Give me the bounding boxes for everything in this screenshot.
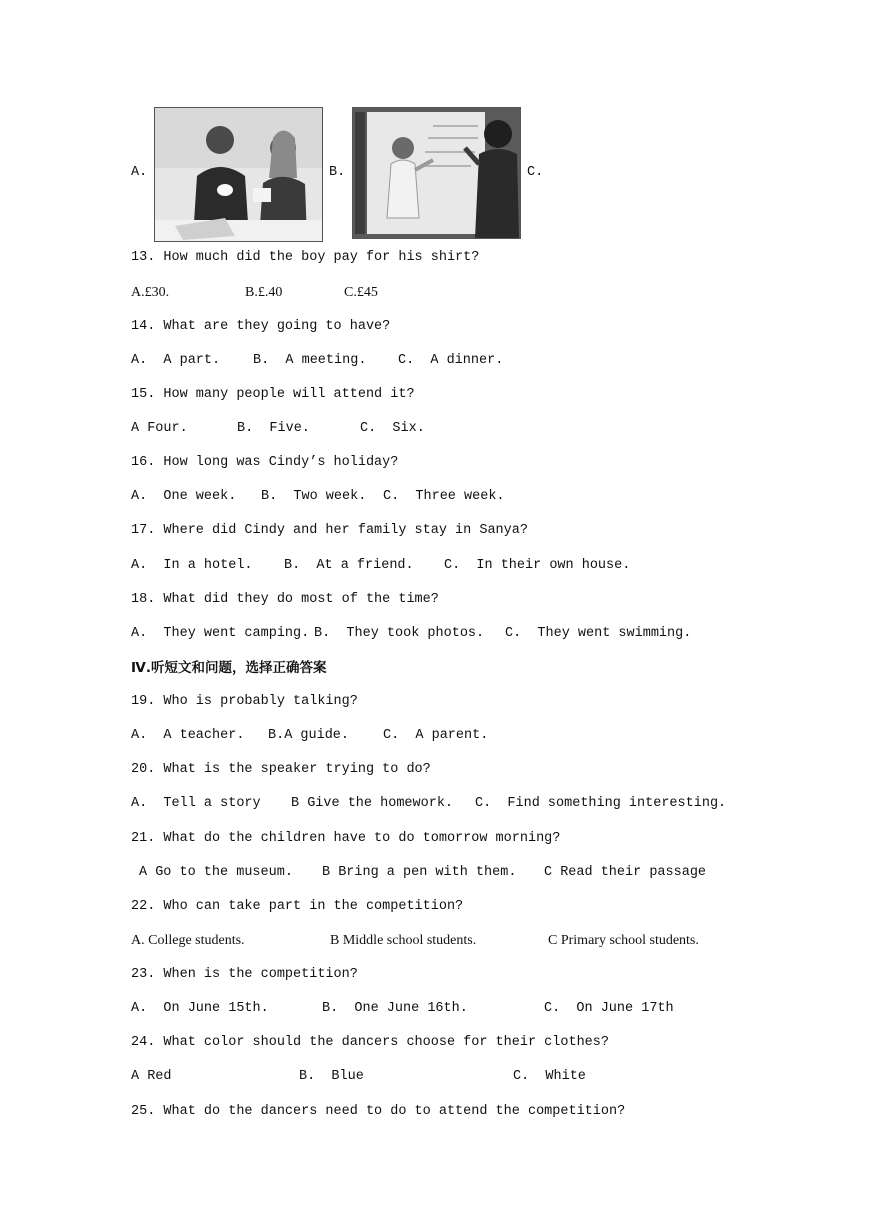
q14-option-c[interactable]: C. A dinner. [398,353,504,368]
q19-option-b[interactable]: B.A guide. [268,728,350,743]
q21-option-b[interactable]: B Bring a pen with them. [322,865,517,880]
q14-option-a[interactable]: A. A part. [131,353,221,368]
photo-two-people-coffee-icon [154,107,323,242]
q19-option-c[interactable]: C. A parent. [383,728,489,743]
q18-option-b[interactable]: B. They took photos. [314,626,485,641]
q14-option-b[interactable]: B. A meeting. [253,353,367,368]
question-18: 18. What did they do most of the time? [131,592,439,607]
q15-option-c[interactable]: C. Six. [360,421,425,436]
photo-two-people-whiteboard-icon [352,107,521,239]
q20-option-b[interactable]: B Give the homework. [291,796,454,811]
q20-option-a[interactable]: A. Tell a story [131,796,261,811]
question-19: 19. Who is probably talking? [131,694,358,709]
q24-option-b[interactable]: B. Blue [299,1069,364,1084]
q23-option-a[interactable]: A. On June 15th. [131,1001,269,1016]
q24-option-c[interactable]: C. White [513,1069,586,1084]
picture-option-a-label: A. [131,165,148,180]
q20-option-c[interactable]: C. Find something interesting. [475,796,727,811]
q23-option-b[interactable]: B. One June 16th. [322,1001,468,1016]
q24-option-a[interactable]: A Red [131,1069,172,1084]
question-15: 15. How many people will attend it? [131,387,415,402]
q13-option-b[interactable]: B.£.40 [245,285,283,300]
q18-option-a[interactable]: A. They went camping. [131,626,310,641]
question-13: 13. How much did the boy pay for his shirt? [131,250,480,265]
question-17: 17. Where did Cindy and her family stay in Sanya? [131,523,528,538]
q19-option-a[interactable]: A. A teacher. [131,728,245,743]
q15-option-b[interactable]: B. Five. [237,421,310,436]
question-22: 22. Who can take part in the competition? [131,899,464,914]
picture-option-b-label: B. [329,165,346,180]
question-25: 25. What do the dancers need to do to attend the competition? [131,1104,626,1119]
q13-option-c[interactable]: C.£45 [344,285,378,300]
q16-option-c[interactable]: C. Three week. [383,489,505,504]
q21-option-a[interactable]: A Go to the museum. [139,865,293,880]
question-21: 21. What do the children have to do tomorrow morning? [131,831,561,846]
q16-option-a[interactable]: A. One week. [131,489,237,504]
q17-option-c[interactable]: C. In their own house. [444,558,631,573]
question-14: 14. What are they going to have? [131,319,391,334]
q23-option-c[interactable]: C. On June 17th [544,1001,674,1016]
question-24: 24. What color should the dancers choose for their clothes? [131,1035,609,1050]
question-23: 23. When is the competition? [131,967,358,982]
q17-option-a[interactable]: A. In a hotel. [131,558,253,573]
question-20: 20. What is the speaker trying to do? [131,762,431,777]
q22-option-c[interactable]: C Primary school students. [548,933,699,948]
q17-option-b[interactable]: B. At a friend. [284,558,414,573]
picture-option-c-label: C. [527,165,544,180]
q18-option-c[interactable]: C. They went swimming. [505,626,692,641]
q21-option-c[interactable]: C Read their passage [544,865,707,880]
question-16: 16. How long was Cindy’s holiday? [131,455,399,470]
q22-option-b[interactable]: B Middle school students. [330,933,477,948]
q22-option-a[interactable]: A. College students. [131,933,245,948]
q16-option-b[interactable]: B. Two week. [261,489,367,504]
q13-option-a[interactable]: A.£30. [131,285,170,300]
section-4-heading: Ⅳ.听短文和问题，选择正确答案 [131,660,327,676]
q15-option-a[interactable]: A Four. [131,421,188,436]
